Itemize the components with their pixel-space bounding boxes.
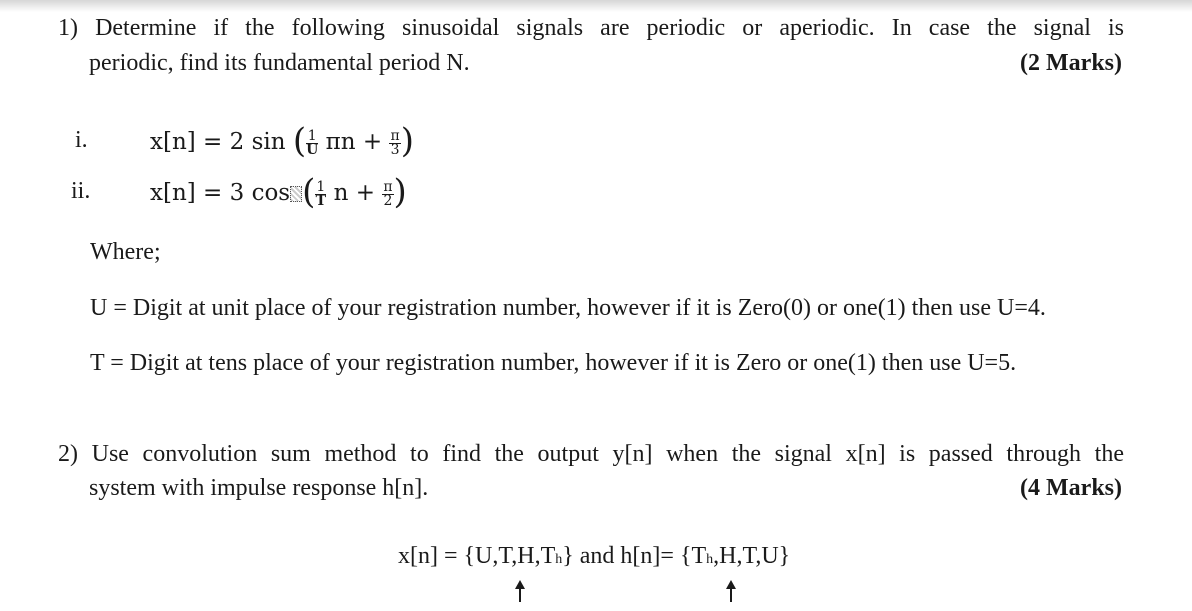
paren-open: ( — [292, 121, 307, 161]
fraction-1-over-u — [306, 127, 319, 158]
item-label-i: i. — [75, 127, 88, 153]
fraction-den: 3 — [390, 141, 400, 158]
fraction-num: 1 — [316, 178, 326, 195]
fraction-pi-over-3 — [389, 127, 400, 158]
fraction-1-over-t — [315, 178, 327, 209]
item-label-ii: ii. — [71, 178, 91, 204]
t-definition: T = Digit at tens place of your registration number, however if it is Zero or one(1) then use U=5. — [90, 350, 1017, 376]
h-sequence-end: ,H,T,U} — [713, 543, 791, 569]
q2-text-line1: 2) Use convolution sum method to find the output y[n] when the signal x[n] is passed through the — [58, 441, 1124, 467]
fraction-num: π — [383, 178, 393, 195]
q1-marks: (2 Marks) — [1020, 50, 1122, 76]
equation-ii-lhs: x[n] = 3 cos — [150, 180, 291, 206]
equation-i — [150, 121, 414, 161]
paren-close: ) — [400, 121, 414, 161]
subscript-h: h — [555, 552, 563, 567]
fraction-num: π — [390, 127, 400, 144]
subscript-h: h — [706, 552, 714, 567]
u-definition: U = Digit at unit place of your registration number, however if it is Zero(0) or one(1) then use U=4. — [90, 295, 1046, 321]
q2-text-line2: system with impulse response h[n]. — [89, 475, 429, 501]
equation-ii — [150, 172, 407, 212]
fraction-den: 2 — [383, 192, 393, 209]
x-sequence: x[n] = {U,T,H,T — [398, 543, 556, 569]
where-label: Where; — [90, 239, 161, 265]
h-sequence-start: } and h[n]= {T — [562, 543, 707, 569]
q1-text-line1: 1) Determine if the following sinusoidal signals are periodic or aperiodic. In case the signal is — [58, 15, 1124, 41]
fraction-pi-over-2 — [382, 178, 393, 209]
equation-i-mid: πn + — [325, 129, 383, 155]
top-shadow — [0, 0, 1192, 12]
fraction-num: 1 — [307, 127, 317, 144]
equation-ii-mid: n + — [333, 180, 376, 206]
origin-arrow-x-icon — [515, 580, 525, 602]
equation-i-lhs: x[n] = 2 sin — [150, 129, 286, 155]
fraction-den: T — [315, 192, 327, 209]
q2-marks: (4 Marks) — [1020, 475, 1122, 501]
fraction-den: U — [306, 141, 319, 158]
paren-open: ( — [302, 172, 316, 212]
origin-arrow-h-icon — [726, 580, 736, 602]
missing-glyph-icon — [290, 186, 302, 202]
convolution-equation — [398, 542, 790, 574]
q1-text-line2: periodic, find its fundamental period N. — [89, 50, 470, 76]
paren-close: ) — [393, 172, 407, 212]
